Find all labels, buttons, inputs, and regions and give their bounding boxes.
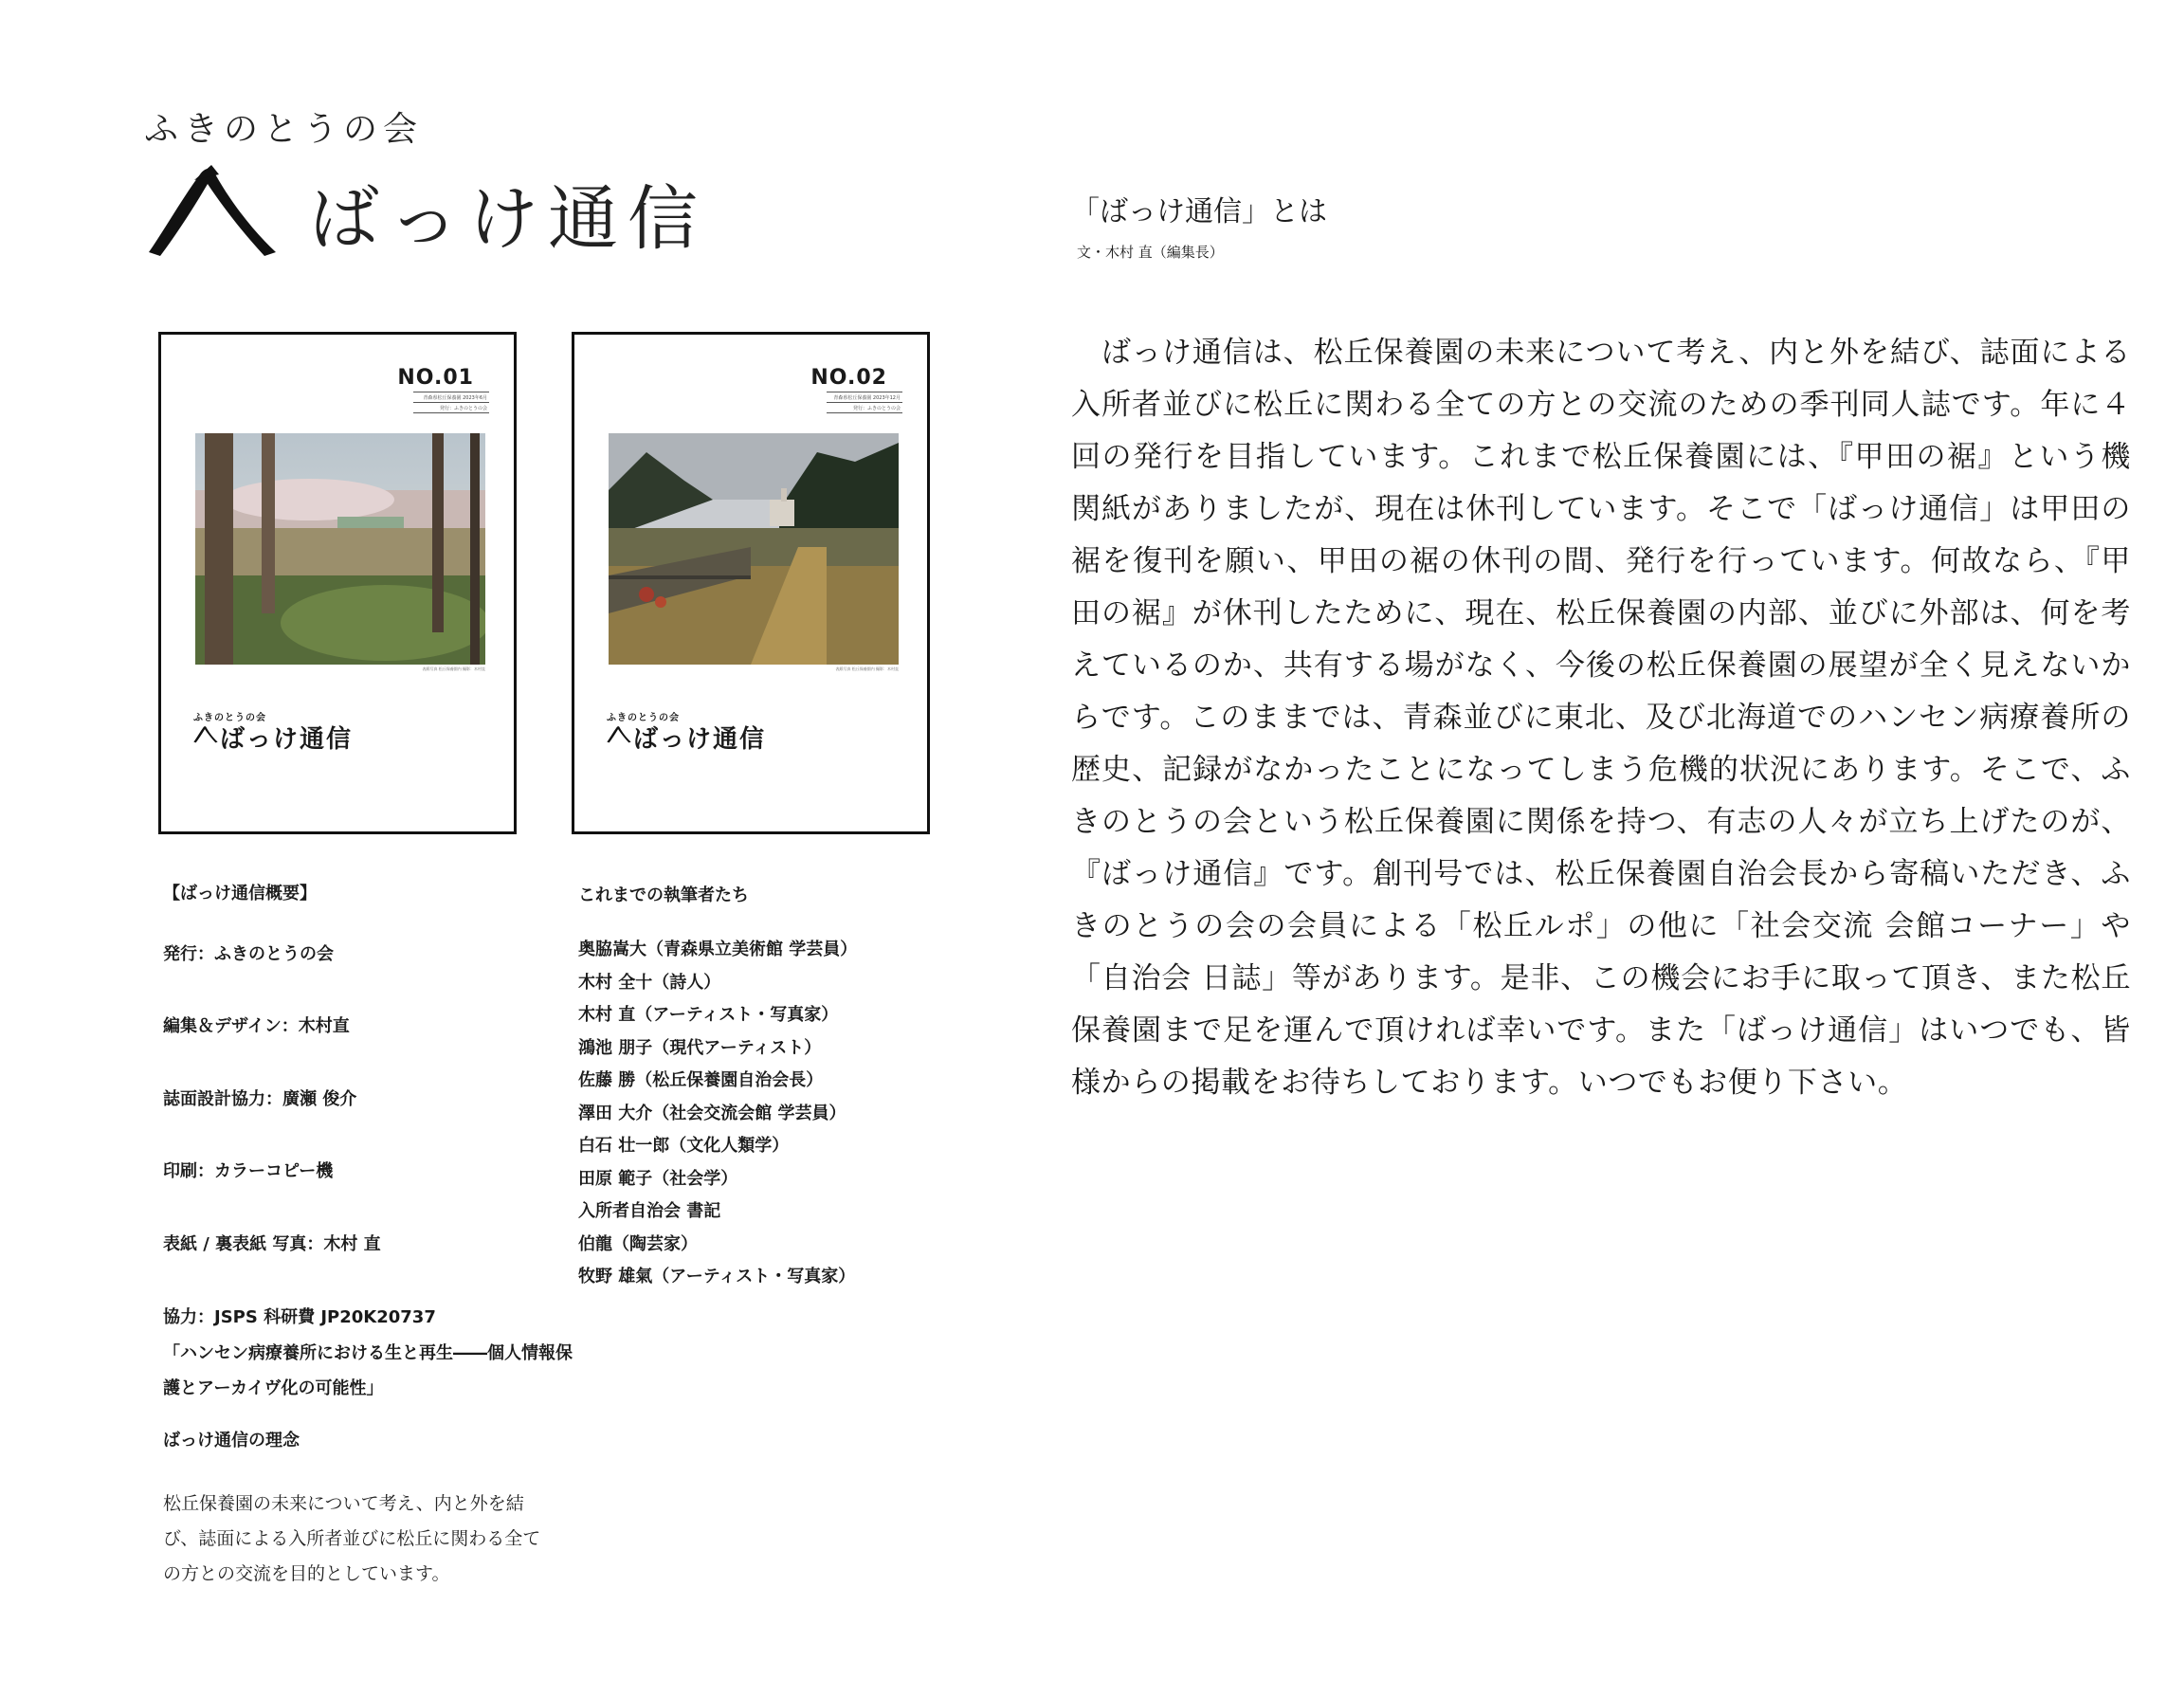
issue-meta: 青森県松丘保養園 2023年12月	[833, 395, 901, 401]
info-publisher: 発行：ふきのとうの会	[163, 944, 334, 964]
writers-list	[578, 934, 857, 1294]
writer-item: 澤田 大介（社会交流会館 学芸員）	[578, 1103, 846, 1123]
cover-title: ばっけ通信	[633, 725, 767, 754]
overview-heading: 【ばっけ通信概要】	[163, 884, 317, 903]
writer-item: 田原 範子（社会学）	[578, 1168, 738, 1189]
writer-item: 伯龍（陶芸家）	[578, 1233, 698, 1254]
cover-org-name: ふきのとうの会	[193, 713, 266, 723]
about-body: ばっけ通信は、松丘保養園の未来について考え、内と外を結び、誌面による入所者並びに松丘に関わる全ての方との交流のための季刊同人誌です。年に４回の発行を目指しています。これまで松丘保養園には、『甲田の裾』という機関紙がありましたが、現在は休刊しています。そこで「ばっけ通信」は甲田の裾を復刊を願い、甲田の裾の休刊の間、発行を行っています。何故なら、『甲田の裾』が休刊したために、現在、松丘保養園の内部、並びに外部は、何を考えているのか、共有する場がなく、今後の松丘保養園の展望が全く見えないからです。このままでは、青森並びに東北、及び北海道でのハンセン病療養所の歴史、記録がなかったことになってしまう危機的状況にあります。そこで、ふきのとうの会という松丘保養園に関係を持つ、有志の人々が立ち上げたのが、『ばっけ通信』です。創刊号では、松丘保養園自治会長から寄稿いただき、ふきのとうの会の会員による「松丘ルポ」の他に「社会交流 会館コーナー」や「自治会 日誌」等があります。是非、この機会にお手に取って頂き、また松丘保養園まで足を運んで頂ければ幸いです。また「ばっけ通信」はいつでも、皆様からの掲載をお待ちしております。いつでもお便り下さい。	[1071, 336, 2131, 1100]
philosophy-text: 松丘保養園の未来について考え、内と外を結び、誌面による入所者並びに松丘に関わる全ての方との交流を目的としています。	[163, 1493, 541, 1584]
org-name: ふきのとうの会	[144, 110, 424, 149]
writer-item: 奥脇嵩大（青森県立美術館 学芸員）	[578, 940, 858, 959]
writer-item: 木村 直（アーティスト・写真家）	[578, 1005, 839, 1025]
byline: 文・木村 直（編集長）	[1077, 244, 1224, 261]
writer-item: 佐藤 勝（松丘保養園自治会長）	[578, 1070, 824, 1090]
writer-item: 入所者自治会 書記	[578, 1201, 721, 1221]
info-printing: 印刷：カラーコピー機	[163, 1161, 334, 1181]
mountain-brush-logo-icon	[147, 161, 278, 256]
writer-item: 白石 壮一郎（文化人類学）	[578, 1136, 790, 1156]
about-title: 「ばっけ通信」とは	[1071, 195, 1327, 228]
info-cover-photo: 表紙 / 裏表紙 写真：木村 直	[163, 1234, 381, 1254]
divider	[413, 412, 489, 413]
cover-issue-2[interactable]	[572, 332, 930, 834]
photo-caption: 表紙写真 松丘保養園内 撮影：木村直	[422, 666, 485, 671]
info-support-project-cont: 護とアーカイヴ化の可能性」	[163, 1378, 384, 1398]
info-support-project: 「ハンセン病療養所における生と再生――個人情報保	[163, 1343, 573, 1363]
issue-publisher: 発行：ふきのとうの会	[439, 406, 487, 411]
cover-title: ばっけ通信	[220, 725, 354, 754]
info-support: 協力：JSPS 科研費 JP20K20737	[163, 1307, 436, 1327]
cover-photo	[195, 433, 485, 665]
issue-number: NO.02	[810, 366, 887, 390]
philosophy-heading: ばっけ通信の理念	[163, 1431, 300, 1451]
divider	[413, 402, 489, 403]
writer-item: 木村 全十（詩人）	[578, 972, 721, 993]
issue-number: NO.01	[397, 366, 474, 390]
issue-publisher: 発行：ふきのとうの会	[852, 406, 901, 411]
cover-photo	[609, 433, 899, 665]
divider	[827, 402, 902, 403]
issue-meta: 青森県松丘保養園 2023年6月	[423, 395, 487, 401]
mountain-brush-logo-icon	[193, 723, 218, 744]
cover-issue-1[interactable]	[158, 332, 517, 834]
mountain-brush-logo-icon	[607, 723, 631, 744]
writer-item: 鴻池 朋子（現代アーティスト）	[578, 1037, 822, 1058]
writer-item: 牧野 雄氣（アーティスト・写真家）	[578, 1267, 856, 1286]
magazine-title: ばっけ通信	[309, 178, 707, 260]
info-layout-cooperation: 誌面設計協力：廣瀬 俊介	[163, 1089, 357, 1109]
divider	[827, 412, 902, 413]
cover-org-name: ふきのとうの会	[607, 713, 680, 723]
writers-heading: これまでの執筆者たち	[578, 885, 749, 905]
photo-caption: 表紙写真 松丘保養園内 撮影：木村直	[835, 666, 899, 671]
info-editor: 編集＆デザイン：木村直	[163, 1016, 350, 1036]
